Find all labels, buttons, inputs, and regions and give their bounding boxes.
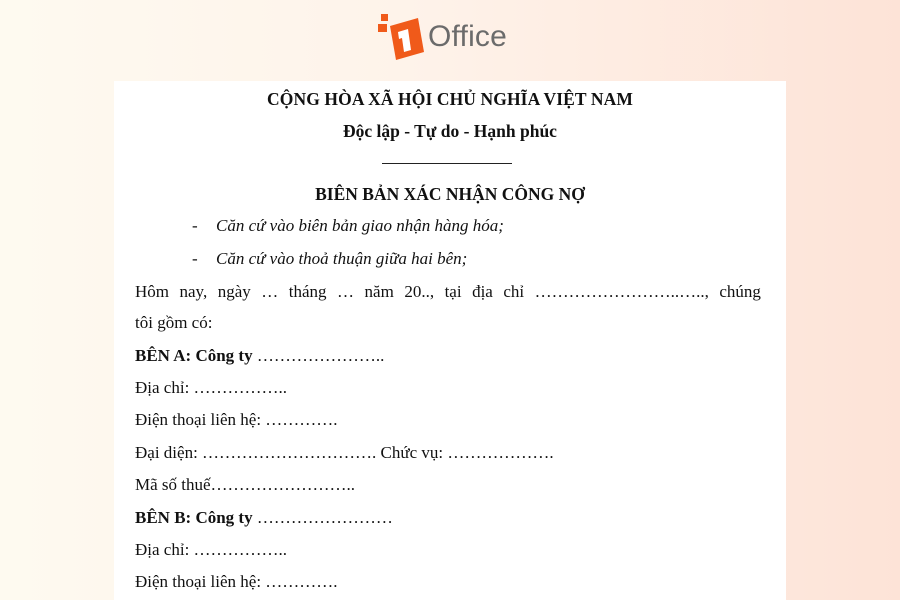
party-b-heading [135, 508, 393, 528]
date-month-field: … [337, 282, 355, 301]
party-a-heading [135, 346, 384, 366]
intro-word: chỉ [503, 282, 525, 301]
party-a-company-field: ………………….. [252, 346, 385, 365]
date-year-field: 20.., [404, 282, 435, 301]
brand-name: Office [428, 20, 508, 53]
intro-word: địa [472, 282, 493, 301]
nation-heading: CỘNG HÒA XÃ HỘI CHỦ NGHĨA VIỆT NAM [267, 89, 633, 109]
party-a-address: Địa chỉ: …………….. [135, 378, 288, 397]
intro-word: chúng [719, 282, 761, 301]
party-a-representative: Đại diện: …………………………. Chức vụ: ………………. [135, 443, 554, 462]
intro-word: Hôm [135, 282, 169, 301]
party-b-company-field: …………………… [252, 508, 393, 527]
intro-word: ngày [217, 282, 251, 301]
intro-word: tại [444, 282, 462, 301]
bullet-dash: - [192, 216, 198, 235]
motto: Độc lập - Tự do - Hạnh phúc [343, 121, 557, 141]
basis-item [192, 216, 504, 236]
intro-word: nay, [179, 282, 208, 301]
basis-text: Căn cứ vào biên bản giao nhận hàng hóa; [216, 216, 504, 235]
party-a-tax-code: Mã số thuế…………………….. [135, 475, 356, 494]
intro-word: tháng [288, 282, 327, 301]
intro-continuation: tôi gồm có: [135, 313, 213, 332]
bullet-dash: - [192, 249, 198, 268]
party-a-phone: Điện thoại liên hệ: …………. [135, 410, 338, 429]
heading-divider [382, 163, 512, 164]
intro-line [135, 282, 761, 302]
party-b-phone: Điện thoại liên hệ: …………. [135, 572, 338, 591]
1office-logo-icon [378, 12, 424, 60]
intro-word: năm [364, 282, 394, 301]
basis-item [192, 249, 467, 269]
party-b-address: Địa chỉ: …………….. [135, 540, 288, 559]
document-title: BIÊN BẢN XÁC NHẬN CÔNG NỢ [315, 184, 585, 204]
party-a-label: BÊN A: Công ty [135, 346, 253, 365]
party-b-label: BÊN B: Công ty [135, 508, 253, 527]
document-page [114, 81, 786, 600]
address-field: ……………………..….., [534, 282, 709, 301]
date-day-field: … [261, 282, 279, 301]
basis-text: Căn cứ vào thoả thuận giữa hai bên; [216, 249, 468, 268]
brand-logo [378, 11, 507, 61]
